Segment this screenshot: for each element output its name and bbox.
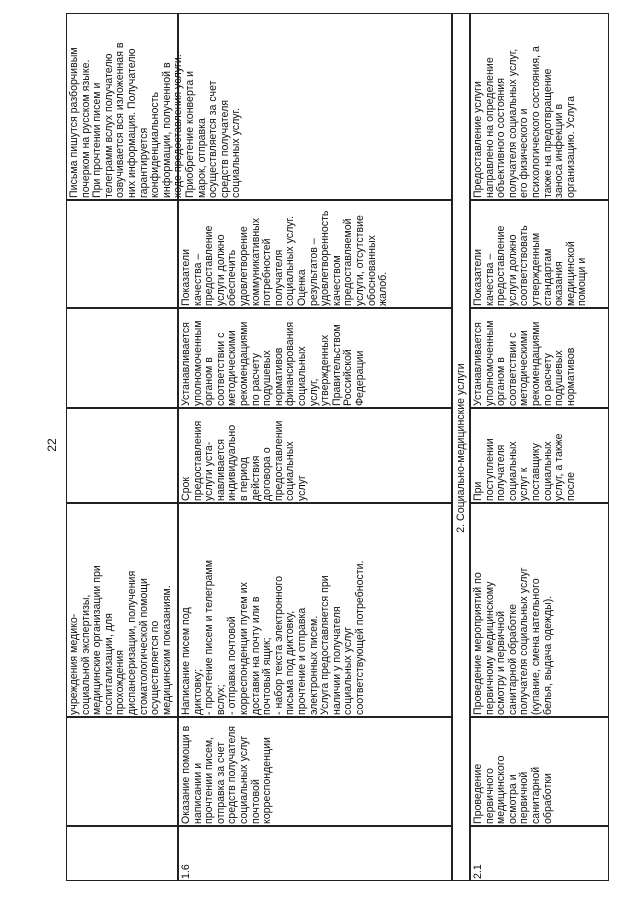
cell-2-1-norm: Устанавливается уполномоченным органом в соответствии с методическими рекомендациями по расчету подушевых нормативов: [470, 308, 609, 408]
cell-top-quality: [66, 200, 178, 308]
cell-top-term: [66, 408, 178, 503]
cell-1-6-description: Написание писем под диктовку; - прочтение писем и телеграмм вслух; - отправка почтовой корреспонденции путем их доставки на почту или в почтовый ящик; - набор текста электронного письма под диктовку, прочтение и отправка электронных писем. Услуга предоставляется при наличии у получателя социальных услуг соответствующей потребности.: [178, 503, 452, 717]
cell-top-description: учреждения медико- социальной экспертизы, медицинские организации при госпитализации, для прохождения диспансеризации, получения стоматологической помощи осуществляется по медицинским показаниям.: [66, 503, 178, 717]
cell-2-1-quality: Показатели качества – предоставление услуги должно соответствовать утвержденным стандартам оказания медицинской помощи и: [470, 200, 609, 308]
cell-2-1-number: 2.1: [470, 826, 609, 881]
cell-top-norm: [66, 308, 178, 408]
cell-top-conditions: Письма пишутся разборчивым почерком на русском языке. При прочтении писем и телеграмм вслух получателю озвучивается вся изложенная в них информация. Получателю гарантируется конфиденциальность информации, полученной в ходе предоставления услуги. Приобретение конверта и марок, отправка осуществляется за счет средств получателя социальных услуг.: [66, 13, 178, 200]
cell-1-6-quality: Показатели качества – предоставление услуги должно обеспечить удовлетворение коммуникативных потребностей получателя социальных услуг. Оценка результатов – удовлетворенность качеством предоставляемой услуги, отсутствие обоснованных жалоб.: [178, 200, 452, 308]
cell-top-number: [66, 826, 178, 881]
cell-2-1-conditions: Предоставление услуги направлено на определение объективного состояния получателя социальных услуг, его физического и психологического состояния, а также на предотвращение заноса инфекции в организацию. Услуга: [470, 13, 609, 200]
cell-2-1-term: При поступлении получателя социальных услуг к поставщику социальных услуг, а также после: [470, 408, 609, 503]
cell-1-6-norm: Устанавливается уполномоченным органом в соответствии с методическими рекомендациями по расчету подушевых нормативов финансирования социальных услуг, утвержденных Правительством Российской Федерации: [178, 308, 452, 408]
cell-1-6-name: Оказание помощи в написании и прочтении писем, отправка за счет средств получателя социальных услуг почтовой корреспонденции: [178, 717, 452, 826]
cell-2-1-description: Проведение мероприятий по первичному медицинскому осмотру и первичной санитарной обработке получателя социальных услуг (купание, смена нательного белья, выдача одежды).: [470, 503, 609, 717]
cell-1-6-conditions: [178, 13, 452, 200]
cell-1-6-number: 1.6: [178, 826, 452, 881]
cell-top-name: [66, 717, 178, 826]
cell-2-1-name: Проведение первичного медицинского осмотра и первичной санитарной обработки: [470, 717, 609, 826]
section-header: 2. Социально-медицинские услуги: [452, 13, 470, 881]
page-number: 22: [45, 438, 59, 452]
cell-1-6-term: Срок предоставления услуги уста- навливается индивидуально в период действия договора о предоставлении социальных услуг: [178, 408, 452, 503]
